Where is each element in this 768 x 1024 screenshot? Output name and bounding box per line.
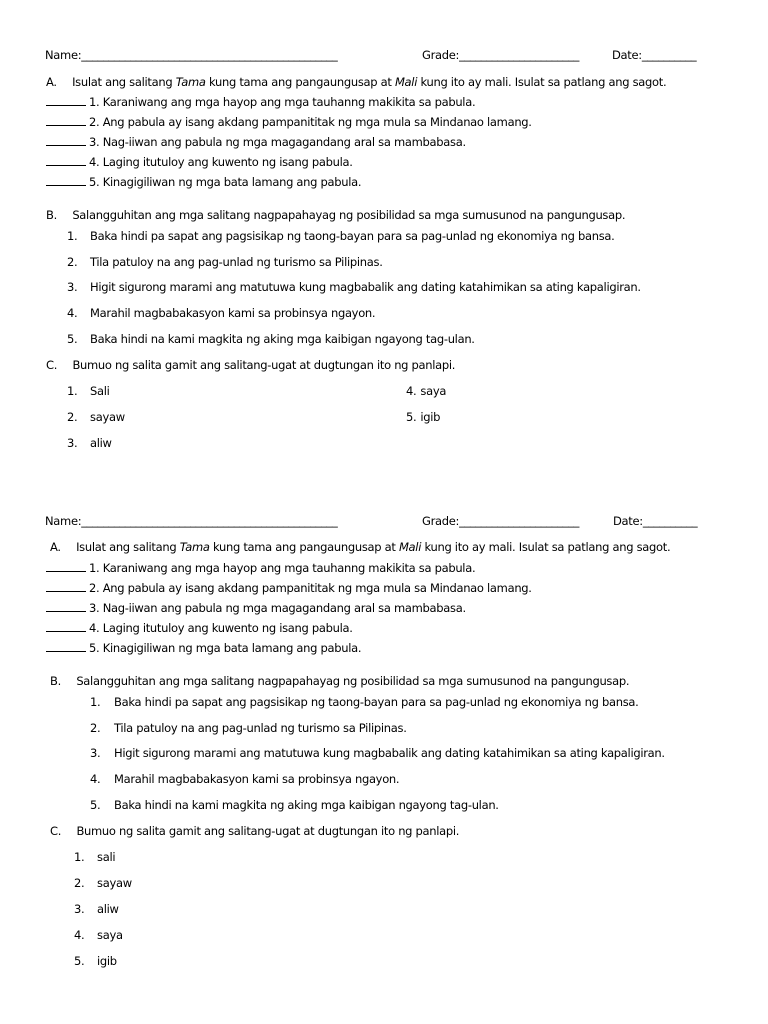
list-item [90,721,407,735]
item-text: Marahil magbabakasyon kami sa probinsya ngayon. [114,772,400,786]
item-number: 5. [90,798,101,812]
list-item [74,876,132,890]
list-item [90,746,665,760]
item-number: 1. [74,850,85,864]
answer-blank[interactable] [46,136,86,146]
item-text: 5. Kinagigiliwan ng mga bata lamang ang pabula. [89,641,362,655]
item-text: 4. Laging itutuloy ang kuwento ng isang pabula. [89,155,353,169]
instruction-text: Isulat ang salitang [72,75,176,89]
section-b-instruction [50,676,629,688]
instruction-text: Salangguhitan ang mga salitang nagpapahayag ng posibilidad sa mga sumusunod na pangungusap. [72,208,626,222]
section-a-letter: A. [50,540,61,554]
true-false-item [46,602,466,615]
item-text: igib [420,410,441,424]
mali-word: Mali [398,540,422,554]
item-text: 5. Kinagigiliwan ng mga bata lamang ang pabula. [89,175,362,189]
item-text: 2. Ang pabula ay isang akdang pampanititak ng mga mula sa Mindanao lamang. [89,115,532,129]
grade-label: Grade:______________________ [422,48,580,62]
item-number: 3. [90,746,101,760]
item-text: Baka hindi na kami magkita ng aking mga kaibigan ngayong tag-ulan. [90,332,475,346]
item-number: 1. [67,229,78,243]
instruction-text: Bumuo ng salita gamit ang salitang-ugat at dugtungan ito ng panlapi. [72,358,456,372]
true-false-item [46,642,361,655]
answer-blank[interactable] [46,582,86,592]
item-number: 2. [67,255,78,269]
section-c-letter: C. [50,824,62,838]
item-number: 3. [67,436,78,450]
section-c-instruction [46,360,455,372]
true-false-item [46,582,532,595]
list-item [90,772,400,786]
list-item [67,255,383,269]
item-number: 3. [67,280,78,294]
item-text: Sali [90,384,110,398]
true-false-item [46,156,353,169]
item-number: 2. [74,876,85,890]
item-text: aliw [97,902,119,916]
item-text: Higit sigurong marami ang matutuwa kung magbabalik ang dating katahimikan sa ating kapaligiran. [90,280,641,294]
list-item [74,928,123,942]
date-label: Date:__________ [613,514,698,528]
answer-blank[interactable] [46,96,86,106]
item-number: 3. [74,902,85,916]
answer-blank[interactable] [46,602,86,612]
item-text: Baka hindi na kami magkita ng aking mga kaibigan ngayong tag-ulan. [114,798,499,812]
instruction-text: kung ito ay mali. Isulat sa patlang ang sagot. [417,75,667,89]
true-false-item [46,176,361,189]
section-b-instruction [46,210,625,222]
section-a-instruction [50,542,670,554]
list-item [67,410,125,424]
item-number: 5. [74,954,85,968]
item-number: 1. [90,695,101,709]
name-label: Name:_______________________________________________ [45,514,338,528]
item-text: 3. Nag-iiwan ang pabula ng mga magagandang aral sa mambabasa. [89,135,466,149]
item-text: 1. Karaniwang ang mga hayop ang mga tauhanng makikita sa pabula. [89,561,476,575]
item-text: sali [97,850,116,864]
item-text: 1. Karaniwang ang mga hayop ang mga tauhanng makikita sa pabula. [89,95,476,109]
section-a-letter: A. [46,75,57,89]
true-false-item [46,96,475,109]
item-text: sayaw [90,410,125,424]
item-text: igib [97,954,117,968]
item-number: 4. [90,772,101,786]
item-number: 2. [90,721,101,735]
answer-blank[interactable] [46,562,86,572]
list-item [67,306,376,320]
item-text: 2. Ang pabula ay isang akdang pampanititak ng mga mula sa Mindanao lamang. [89,581,532,595]
instruction-text: kung tama ang pangaungusap at [209,540,399,554]
true-false-item [46,622,353,635]
list-item [406,412,440,424]
item-text: Marahil magbabakasyon kami sa probinsya ngayon. [90,306,376,320]
list-item [67,332,475,346]
section-c-letter: C. [46,358,58,372]
grade-label: Grade:______________________ [422,514,580,528]
true-false-item [46,136,466,149]
list-item [74,902,119,916]
item-text: Higit sigurong marami ang matutuwa kung magbabalik ang dating katahimikan sa ating kapaligiran. [114,746,665,760]
item-text: sayaw [97,876,132,890]
header-row [45,516,725,528]
instruction-text: kung ito ay mali. Isulat sa patlang ang sagot. [421,540,671,554]
name-label: Name:_______________________________________________ [45,48,338,62]
instruction-text: kung tama ang pangaungusap at [205,75,395,89]
item-text: saya [420,384,447,398]
item-text: saya [97,928,123,942]
list-item [406,386,446,398]
item-text: 4. Laging itutuloy ang kuwento ng isang pabula. [89,621,353,635]
header-row [45,50,725,62]
item-text: aliw [90,436,112,450]
date-label: Date:__________ [612,48,697,62]
item-text: Baka hindi pa sapat ang pagsisikap ng taong-bayan para sa pag-unlad ng ekonomiya ng bansa. [114,695,639,709]
list-item [67,384,110,398]
mali-word: Mali [394,75,418,89]
answer-blank[interactable] [46,622,86,632]
answer-blank[interactable] [46,116,86,126]
list-item [90,695,639,709]
instruction-text: Salangguhitan ang mga salitang nagpapahayag ng posibilidad sa mga sumusunod na pangungusap. [76,674,630,688]
true-false-item [46,562,475,575]
item-number: 4. [67,306,78,320]
list-item [67,229,615,243]
instruction-text: Bumuo ng salita gamit ang salitang-ugat at dugtungan ito ng panlapi. [76,824,460,838]
section-c-instruction [50,826,459,838]
answer-blank[interactable] [46,156,86,166]
item-number: 5. [67,332,78,346]
item-text: Tila patuloy na ang pag-unlad ng turismo sa Pilipinas. [114,721,407,735]
tama-word: Tama [175,75,206,89]
item-text: Baka hindi pa sapat ang pagsisikap ng taong-bayan para sa pag-unlad ng ekonomiya ng bansa. [90,229,615,243]
section-b-letter: B. [46,208,57,222]
item-text: Tila patuloy na ang pag-unlad ng turismo sa Pilipinas. [90,255,383,269]
item-text: 3. Nag-iiwan ang pabula ng mga magagandang aral sa mambabasa. [89,601,466,615]
item-number: 2. [67,410,78,424]
section-b-letter: B. [50,674,61,688]
item-number: 4. [406,384,417,398]
item-number: 4. [74,928,85,942]
list-item [67,280,641,294]
list-item [67,436,112,450]
answer-blank[interactable] [46,642,86,652]
true-false-item [46,116,532,129]
answer-blank[interactable] [46,176,86,186]
item-number: 5. [406,410,417,424]
section-a-instruction [46,77,666,89]
instruction-text: Isulat ang salitang [76,540,180,554]
item-number: 1. [67,384,78,398]
tama-word: Tama [179,540,210,554]
list-item [74,954,117,968]
list-item [74,850,116,864]
list-item [90,798,499,812]
